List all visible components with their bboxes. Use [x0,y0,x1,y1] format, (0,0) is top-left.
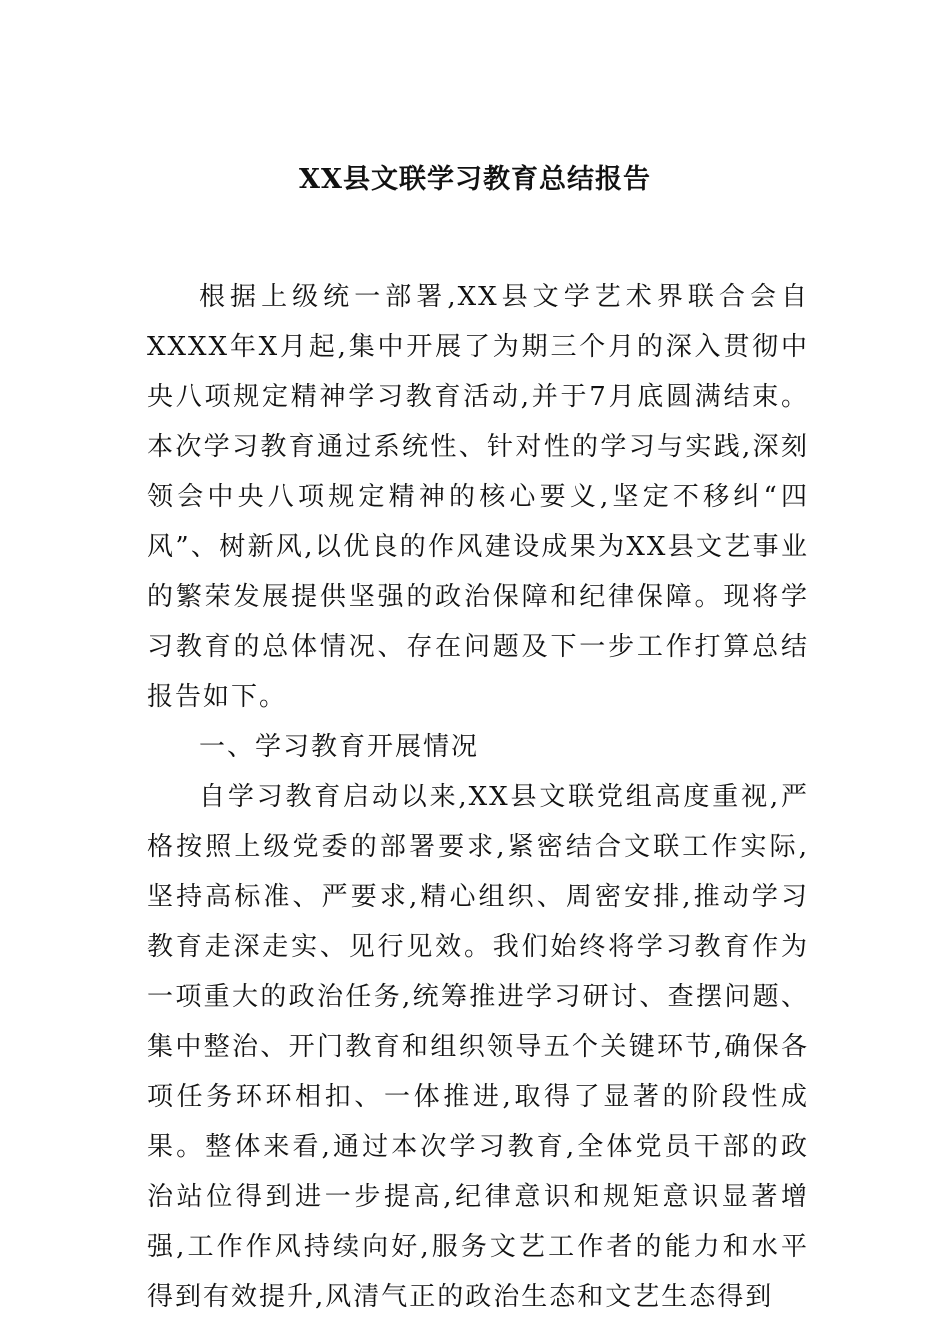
paragraph-intro: 根据上级统一部署,XX县文学艺术界联合会自XXXX年X月起,集中开展了为期三个月的深入贯彻中央八项规定精神学习教育活动,并于7月底圆满结束。本次学习教育通过系统性、针对性的学习与实践,深刻领会中央八项规定精神的核心要义,坚定不移纠“四风”、树新风,以优良的作风建设成果为XX县文艺事业的繁荣发展提供坚强的政治保障和纪律保障。现将学习教育的总体情况、存在问题及下一步工作打算总结报告如下。 [147,282,809,712]
document-body [147,272,809,1322]
paragraph-section-1: 自学习教育启动以来,XX县文联党组高度重视,严格按照上级党委的部署要求,紧密结合文联工作实际,坚持高标准、严要求,精心组织、周密安排,推动学习教育走深走实、见行见效。我们始终将学习教育作为一项重大的政治任务,统筹推进学习研讨、查摆问题、集中整治、开门教育和组织领导五个关键环节,确保各项任务环环相扣、一体推进,取得了显著的阶段性成果。整体来看,通过本次学习教育,全体党员干部的政治站位得到进一步提高,纪律意识和规矩意识显著增强,工作作风持续向好,服务文艺工作者的能力和水平得到有效提升,风清气正的政治生态和文艺生态得到 [147,782,809,1312]
section-heading-1: 一、学习教育开展情况 [199,732,480,762]
document-title: XX县文联学习教育总结报告 [299,164,651,195]
